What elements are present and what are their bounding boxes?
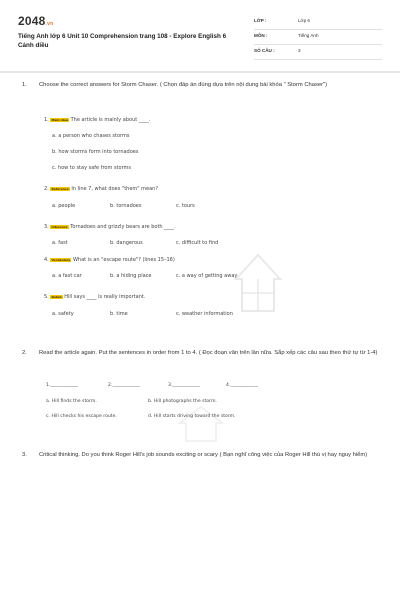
item-number: 2. bbox=[44, 186, 49, 192]
page-header bbox=[18, 14, 382, 62]
page-title: Tiếng Anh lớp 6 Unit 10 Comprehension trang 108 - Explore English 6 Cánh diều bbox=[18, 33, 227, 49]
option: b. tornadoes bbox=[110, 203, 142, 209]
header-divider bbox=[0, 71, 400, 73]
order-sentence: b. Hill photographs the storm. bbox=[148, 399, 217, 404]
meta-subject bbox=[254, 30, 382, 45]
order-blank: 1.____________ bbox=[46, 383, 78, 388]
item-tag: Vocabulary bbox=[51, 257, 71, 262]
logo-main: 2048 bbox=[18, 14, 46, 28]
logo-suffix: .vn bbox=[45, 21, 54, 27]
exercise-item bbox=[44, 224, 176, 230]
option: c. how to stay safe from storms bbox=[52, 165, 132, 171]
item-question: Hill says ____ is really important. bbox=[64, 294, 146, 300]
exercise-item bbox=[44, 294, 145, 300]
order-sentence: c. Hill checks his escape route. bbox=[46, 414, 117, 419]
order-sentence: a. Hill finds the storm. bbox=[46, 399, 97, 404]
watermark-icon bbox=[178, 405, 224, 443]
meta-label: SỐ CÂU : bbox=[254, 48, 275, 53]
order-sentence: d. Hill starts driving toward the storm. bbox=[148, 414, 236, 419]
question-text: Choose the correct answers for Storm Chaser. ( Chọn đáp án đúng dựa trên nội dung bài khóa " Storm Chaser") bbox=[39, 82, 328, 88]
option: a. safety bbox=[52, 311, 74, 317]
option: b. time bbox=[110, 311, 128, 317]
item-tag: Reference bbox=[51, 186, 69, 191]
option: c. a way of getting away bbox=[176, 273, 238, 279]
question-text: Critical thinking. Do you think Roger Hill's job sounds exciting or scary ( Bạn nghĩ công việc của Roger Hill thú vị hay nguy hiểm) bbox=[39, 452, 368, 458]
option: c. tours bbox=[176, 203, 195, 209]
order-blank: 4.____________ bbox=[226, 383, 258, 388]
watermark-icon bbox=[234, 253, 282, 313]
question-text: Read the article again. Put the sentences in order from 1 to 4. ( Đọc đoạn văn trên lần nữa. Sắp xếp các câu sau theo thứ tự từ 1-4) bbox=[39, 350, 378, 356]
option: b. a hiding place bbox=[110, 273, 152, 279]
option: a. a person who chases storms bbox=[52, 133, 130, 139]
exercise-item bbox=[44, 117, 150, 123]
meta-class bbox=[254, 15, 382, 30]
meta-label: MÔN : bbox=[254, 33, 268, 38]
meta-value: Lớp 6 bbox=[298, 18, 310, 23]
meta-value: Tiếng Anh bbox=[298, 33, 319, 38]
order-blank: 2.____________ bbox=[108, 383, 140, 388]
option: b. dangerous bbox=[110, 240, 143, 246]
meta-label: LỚP : bbox=[254, 18, 267, 23]
question-number: 3. bbox=[22, 452, 27, 458]
exercise-item bbox=[44, 257, 175, 263]
site-logo[interactable] bbox=[18, 14, 53, 28]
item-number: 3. bbox=[44, 224, 49, 230]
option: a. a fast car bbox=[52, 273, 82, 279]
question-number: 1. bbox=[22, 82, 27, 88]
option: c. weather information bbox=[176, 311, 233, 317]
item-tag: Detail bbox=[51, 294, 62, 299]
item-question: Tornadoes and grizzly bears are both ____. bbox=[70, 224, 176, 230]
order-blank: 3.____________ bbox=[168, 383, 200, 388]
item-question: In line 7, what does "them" mean? bbox=[71, 186, 158, 192]
item-number: 1. bbox=[44, 117, 49, 123]
item-number: 5. bbox=[44, 294, 49, 300]
meta-panel bbox=[254, 15, 382, 60]
meta-question-count bbox=[254, 45, 382, 60]
item-number: 4. bbox=[44, 257, 49, 263]
option: a. fast bbox=[52, 240, 68, 246]
exercise-item bbox=[44, 186, 158, 192]
option: c. difficult to find bbox=[176, 240, 219, 246]
meta-value: 3 bbox=[298, 48, 301, 53]
item-tag: Main idea bbox=[51, 117, 68, 122]
item-question: What is an "escape route"? (lines 15–16) bbox=[72, 257, 175, 263]
option: a. people bbox=[52, 203, 76, 209]
item-question: The article is mainly about ____. bbox=[70, 117, 151, 123]
item-tag: Inference bbox=[51, 224, 68, 229]
question-number: 2. bbox=[22, 350, 27, 356]
option: b. how storms form into tornadoes bbox=[52, 149, 139, 155]
exercise-2-image bbox=[40, 378, 300, 428]
